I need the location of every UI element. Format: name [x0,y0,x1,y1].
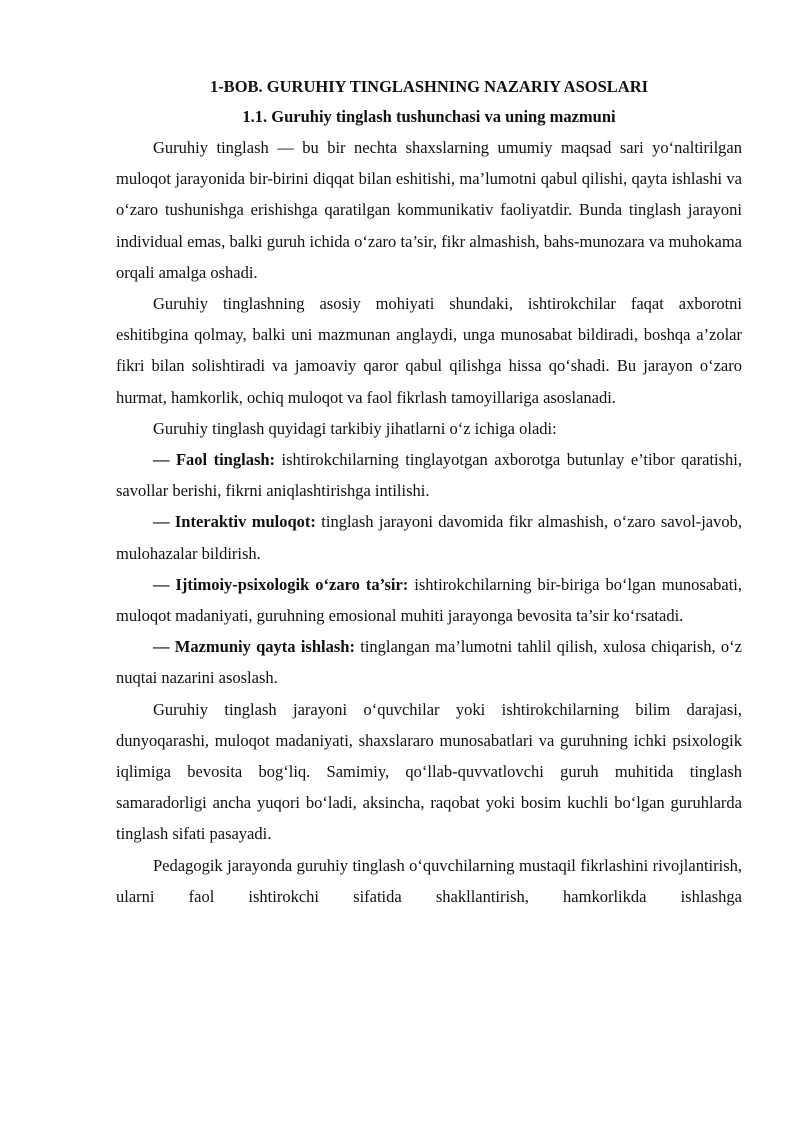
component-description: tinglangan ma’lumotni tahlil qilish, xulosa chiqarish, o‘z nuqtai nazarini asoslash. [116,637,743,688]
section-title: 1.1. Guruhiy tinglash tushunchasi va uning mazmuni [242,107,616,126]
component-item-social-psychological [116,569,742,631]
component-description: ishtirokchilarning tinglayotgan axborotga butunlay e’tibor qaratishi, savollar berishi, fikrni aniqlashtirishga intilishi. [116,450,742,501]
component-item-active-listening [116,444,742,506]
component-term: — Interaktiv muloqot: [153,512,316,532]
component-item-interactive-dialogue [116,506,742,568]
component-description: tinglash jarayoni davomida fikr almashish, o‘zaro savol-javob, mulohazalar bildirish. [116,512,743,563]
paragraph-pedagogical: Pedagogik jarayonda guruhiy tinglash o‘quvchilarning mustaqil fikrlashini rivojlantirish, ularni faol ishtirokchi sifatida shakllantirish, hamkorlikda ishlashga [116,855,742,906]
component-item-content-processing [116,631,742,693]
component-term: — Mazmuniy qayta ishlash: [153,637,355,657]
paragraph-components-intro: Guruhiy tinglash quyidagi tarkibiy jihatlarni o‘z ichiga oladi: [153,418,557,438]
paragraph-definition: Guruhiy tinglash — bu bir nechta shaxslarning umumiy maqsad sari yo‘naltirilgan muloqot jarayonida bir-birini diqqat bilan eshitishi, ma’lumotni qabul qilishi, qayta ishlashi va o‘zaro tushunishga erishishga qaratilgan kommunikativ faoliyatdir. Bunda tinglash jarayoni individual emas, balki guruh ichida o‘zaro ta’sir, fikr almashish, bahs-munozara va muhokama orqali amalga oshadi. [116,138,742,282]
paragraph-dependencies: Guruhiy tinglash jarayoni o‘quvchilar yoki ishtirokchilarning bilim darajasi, dunyoqarashi, muloqot madaniyati, shaxslararo munosabatlari va guruhning ichki psixologik iqlimiga bevosita bog‘liq. Samimiy, qo‘llab-quvvatlovchi guruh muhitida tinglash samaradorligi ancha yuqori bo‘ladi, aksincha, raqobat yoki bosim kuchli bo‘lgan guruhlarda tinglash sifati pasayadi. [116,699,742,844]
component-term: — Ijtimoiy-psixologik o‘zaro ta’sir: [153,574,409,594]
component-description: ishtirokchilarning bir-biriga bo‘lgan munosabati, muloqot madaniyati, guruhning emosional muhiti jarayonga bevosita ta’sir ko‘rsatadi. [116,574,743,626]
chapter-title: 1-BOB. GURUHIY TINGLASHNING NAZARIY ASOSLARI [209,77,649,96]
document-page [116,72,742,912]
paragraph-essence: Guruhiy tinglashning asosiy mohiyati shundaki, ishtirokchilar faqat axborotni eshitibgina qolmay, balki uni mazmunan anglaydi, unga munosabat bildiradi, boshqa a’zolar fikri bilan solishtiradi va jamoaviy qaror qabul qilishga hissa qo‘shadi. Bu jarayon o‘zaro hurmat, hamkorlik, ochiq muloqot va faol fikrlash tamoyillariga asoslanadi. [116,294,742,407]
component-term: — Faol tinglash: [153,450,276,470]
